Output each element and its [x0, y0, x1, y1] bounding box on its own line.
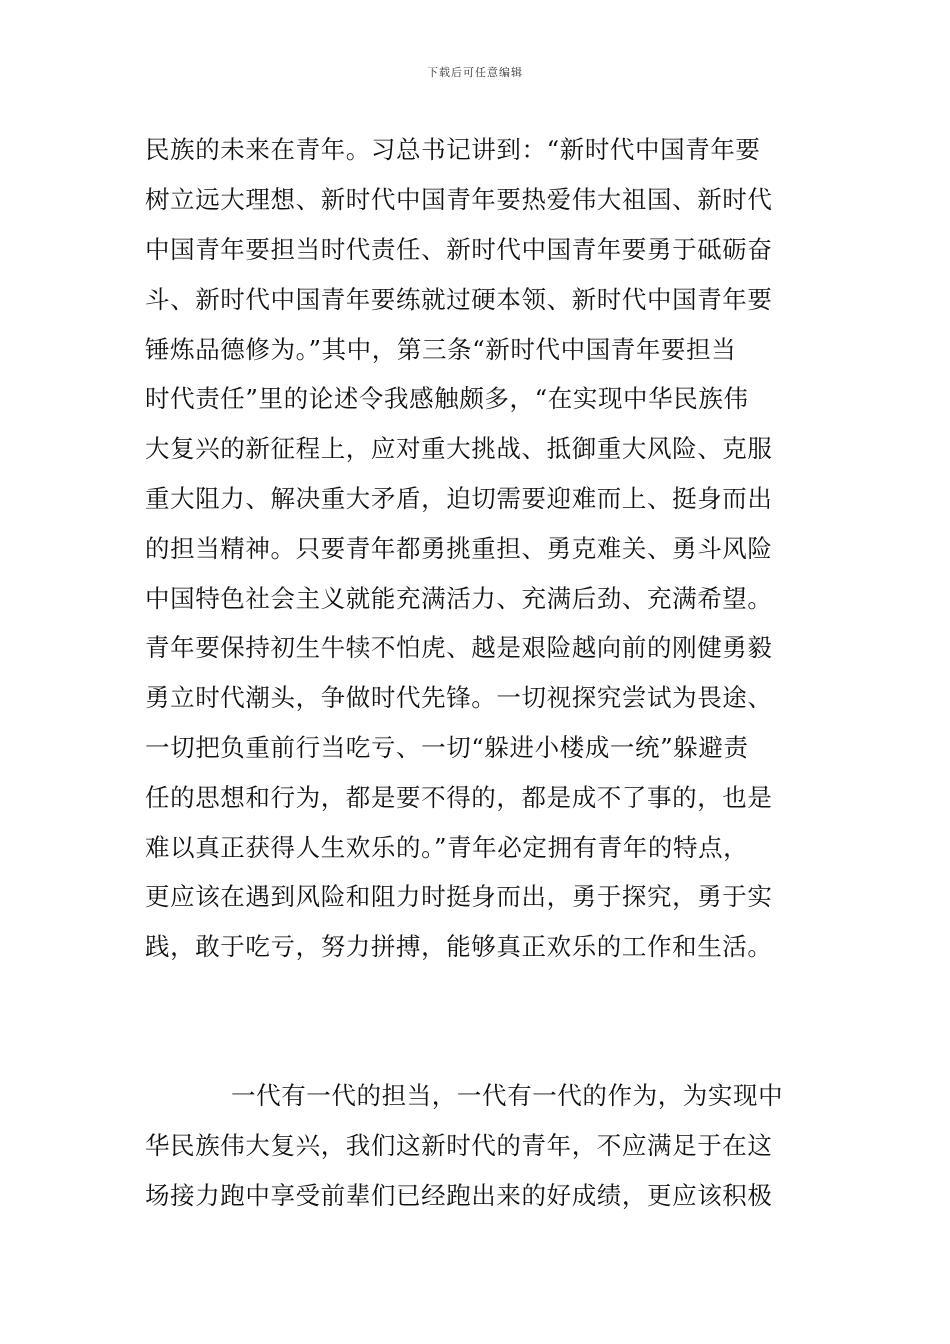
text-line: 锤炼品德修为。”其中，第三条“新时代中国青年要担当 [145, 335, 737, 364]
text-line: 践，敢于吃亏，努力拼搏，能够真正欢乐的工作和生活。 [145, 932, 773, 961]
text-line: 勇立时代潮头，争做时代先锋。一切视探究尝试为畏途、 [145, 683, 773, 712]
text-line: 更应该在遇到风险和阻力时挺身而出，勇于探究，勇于实 [145, 882, 773, 911]
text-line: 民族的未来在青年。习总书记讲到：“新时代中国青年要 [145, 135, 761, 164]
text-line: 大复兴的新征程上，应对重大挑战、抵御重大风险、克服 [145, 434, 773, 463]
text-line: 华民族伟大复兴，我们这新时代的青年，不应满足于在这 [145, 1131, 773, 1160]
text-line: 难以真正获得人生欢乐的。”青年必定拥有青年的特点， [145, 833, 749, 862]
text-line: 任的思想和行为，都是要不得的，都是成不了事的，也是 [145, 783, 773, 812]
text-line: 中国特色社会主义就能充满活力、充满后劲、充满希望。 [145, 584, 773, 613]
page-header: 下载后可任意编辑 [427, 66, 523, 79]
text-line-indented: 一代有一代的担当，一代有一代的作为，为实现中 [231, 1081, 784, 1110]
text-line: 重大阻力、解决重大矛盾，迫切需要迎难而上、挺身而出 [145, 484, 773, 513]
text-line: 中国青年要担当时代责任、新时代中国青年要勇于砥砺奋 [145, 235, 773, 264]
text-line: 场接力跑中享受前辈们已经跑出来的好成绩，更应该积极 [145, 1181, 773, 1210]
text-line: 一切把负重前行当吃亏、一切“躲进小楼成一统”躲避责 [145, 733, 749, 762]
text-line: 青年要保持初生牛犊不怕虎、越是艰险越向前的刚健勇毅 [145, 633, 773, 662]
text-line: 斗、新时代中国青年要练就过硬本领、新时代中国青年要 [145, 285, 773, 314]
text-line: 时代责任”里的论述令我感触颇多，“在实现中华民族伟 [145, 384, 749, 413]
text-line: 的担当精神。只要青年都勇挑重担、勇克难关、勇斗风险 [145, 534, 773, 563]
text-line: 树立远大理想、新时代中国青年要热爱伟大祖国、新时代 [145, 185, 773, 214]
